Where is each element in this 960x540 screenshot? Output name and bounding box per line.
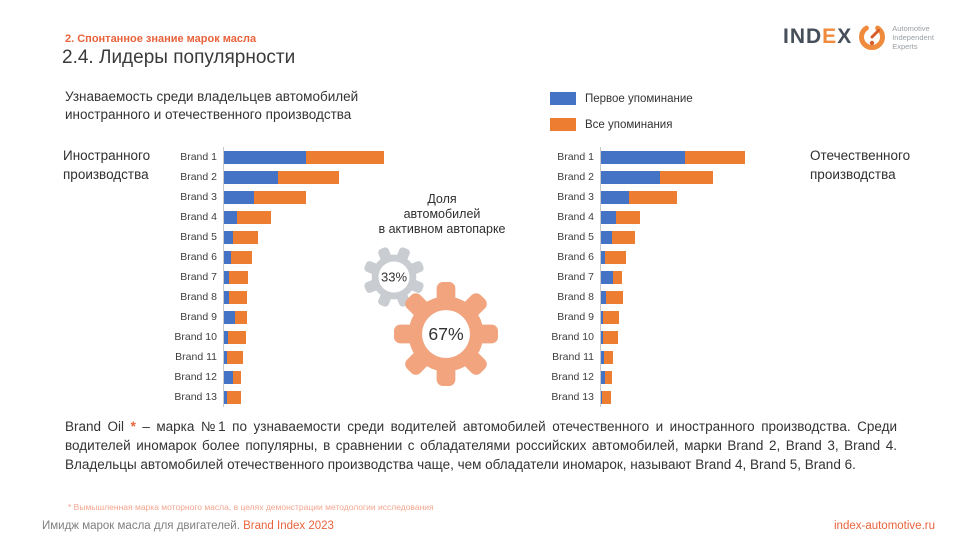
brand-label: Brand 7	[557, 271, 594, 283]
chart-row	[165, 267, 384, 287]
bar-all-mentions	[228, 331, 246, 344]
bar-track	[223, 267, 248, 287]
bar-first-mention	[601, 211, 616, 224]
bar-all-mentions	[233, 231, 258, 244]
chart-row	[542, 267, 745, 287]
bar-all-mentions	[660, 171, 713, 184]
brand-label: Brand 13	[174, 391, 217, 403]
bar-track	[223, 287, 247, 307]
bar-all-mentions	[278, 171, 339, 184]
bar-track	[223, 167, 339, 187]
bar-track	[600, 387, 611, 407]
brand-label: Brand 3	[180, 191, 217, 203]
bar-all-mentions	[233, 371, 241, 384]
domestic-cars-bar-chart	[542, 147, 745, 407]
bar-track	[600, 187, 677, 207]
brand-label: Brand 4	[180, 211, 217, 223]
bar-track	[223, 327, 246, 347]
bar-track	[600, 327, 618, 347]
brand-label: Brand 2	[180, 171, 217, 183]
footnote-asterisk: *	[130, 419, 136, 434]
chart-row	[542, 227, 745, 247]
bar-first-mention	[224, 231, 233, 244]
svg-text:67%: 67%	[428, 324, 464, 345]
chart-row	[542, 347, 745, 367]
legend-label: Все упоминания	[585, 118, 673, 131]
brand-label: Brand 1	[180, 151, 217, 163]
bar-track	[223, 367, 241, 387]
page-title: 2.4. Лидеры популярности	[62, 47, 296, 68]
brand-label: Brand 12	[551, 371, 594, 383]
bar-first-mention	[224, 171, 278, 184]
section-eyebrow: 2. Спонтанное знание марок масла	[65, 33, 257, 45]
footer-website-link[interactable]: index-automotive.ru	[834, 520, 935, 532]
brand-label: Brand 11	[175, 351, 217, 363]
bar-track	[600, 207, 640, 227]
footer-brand-index: Brand Index 2023	[243, 520, 334, 532]
bar-first-mention	[601, 151, 685, 164]
bar-all-mentions	[616, 211, 640, 224]
bar-all-mentions	[603, 331, 618, 344]
legend-swatch-orange	[550, 118, 576, 131]
bar-track	[600, 227, 635, 247]
chart-row	[165, 187, 384, 207]
bar-all-mentions	[306, 151, 384, 164]
chart-row	[165, 347, 384, 367]
chart-row	[165, 367, 384, 387]
bar-track	[223, 207, 271, 227]
footnote: * Вымышленная марка моторного масла, в целях демонстрации методологии исследования	[68, 502, 434, 512]
chart-row	[165, 227, 384, 247]
chart-row	[542, 187, 745, 207]
company-logo	[783, 22, 934, 52]
bar-track	[223, 307, 247, 327]
bar-all-mentions	[604, 351, 613, 364]
legend-swatch-blue	[550, 92, 576, 105]
bar-track	[600, 347, 613, 367]
chart-row	[542, 247, 745, 267]
bar-all-mentions	[629, 191, 677, 204]
bar-track	[223, 247, 252, 267]
brand-label: Brand 10	[551, 331, 594, 343]
chart-row	[542, 207, 745, 227]
legend-label: Первое упоминание	[585, 92, 693, 105]
bar-all-mentions	[237, 211, 271, 224]
brand-label: Brand 5	[557, 231, 594, 243]
chart-row	[165, 147, 384, 167]
brand-label: Brand 3	[557, 191, 594, 203]
brand-label: Brand 4	[557, 211, 594, 223]
chart-row	[542, 167, 745, 187]
bar-first-mention	[224, 311, 235, 324]
gear-chart-title: Доля автомобилей в активном автопарке	[378, 192, 506, 236]
bar-track	[600, 307, 619, 327]
chart-row	[165, 327, 384, 347]
bar-all-mentions	[254, 191, 306, 204]
brand-label: Brand 9	[180, 311, 217, 323]
chart-row	[542, 327, 745, 347]
bar-track	[600, 247, 626, 267]
brand-label: Brand 1	[557, 151, 594, 163]
chart-row	[165, 247, 384, 267]
bar-first-mention	[601, 231, 612, 244]
brand-label: Brand 8	[557, 291, 594, 303]
bar-track	[600, 167, 713, 187]
logo-wordmark: INDEX	[783, 25, 853, 48]
chart-row	[542, 147, 745, 167]
bar-first-mention	[601, 171, 660, 184]
legend-item-all-mentions	[550, 118, 693, 131]
brand-label: Brand 11	[552, 351, 594, 363]
bar-all-mentions	[235, 311, 247, 324]
brand-label: Brand 6	[557, 251, 594, 263]
brand-label: Brand 6	[180, 251, 217, 263]
bar-track	[223, 147, 384, 167]
gauge-icon	[857, 22, 887, 52]
foreign-cars-bar-chart	[165, 147, 384, 407]
brand-label: Brand 8	[180, 291, 217, 303]
brand-label: Brand 7	[180, 271, 217, 283]
bar-all-mentions	[605, 371, 612, 384]
bar-first-mention	[601, 271, 613, 284]
chart-row	[165, 307, 384, 327]
bar-track	[223, 347, 243, 367]
right-chart-title: Отечественного производства	[810, 148, 911, 182]
bar-all-mentions	[605, 251, 626, 264]
bar-track	[223, 187, 306, 207]
bar-all-mentions	[606, 291, 623, 304]
bar-all-mentions	[612, 231, 635, 244]
bar-all-mentions	[602, 391, 611, 404]
footer-report-title: Имидж марок масла для двигателей. Brand Index 2023	[42, 520, 334, 532]
chart-row	[542, 307, 745, 327]
summary-paragraph: Brand Oil * – марка №1 по узнаваемости среди водителей автомобилей отечественного и иностранного производства. Среди водителей иномарок более популярны, в сравнении с обладателями российских автомобилей, марки Brand 2, Brand 3, Brand 4. Владельцы автомобилей отечественного производства чаще, чем обладатели иномарок, называют Brand 4, Brand 5, Brand 6.	[65, 419, 897, 472]
left-chart-title: Иностранного производства	[63, 148, 151, 182]
slide-subtitle: Узнаваемость среди владельцев автомобилей иностранного и отечественного производства	[65, 89, 359, 122]
brand-label: Brand 12	[174, 371, 217, 383]
chart-row	[165, 387, 384, 407]
legend-item-first-mention	[550, 92, 693, 105]
bar-first-mention	[224, 151, 306, 164]
bar-all-mentions	[227, 351, 243, 364]
bar-first-mention	[224, 371, 233, 384]
chart-row	[542, 287, 745, 307]
brand-label: Brand 13	[551, 391, 594, 403]
bar-all-mentions	[227, 391, 241, 404]
bar-first-mention	[224, 251, 231, 264]
bar-first-mention	[601, 191, 629, 204]
chart-row	[542, 367, 745, 387]
brand-label: Brand 5	[180, 231, 217, 243]
bar-track	[600, 147, 745, 167]
chart-legend	[550, 92, 693, 144]
logo-tagline: Automotive Independent Experts	[892, 23, 934, 51]
bar-all-mentions	[229, 291, 247, 304]
brand-label: Brand 2	[557, 171, 594, 183]
bar-all-mentions	[231, 251, 252, 264]
chart-row	[165, 287, 384, 307]
brand-label: Brand 9	[557, 311, 594, 323]
bar-all-mentions	[613, 271, 622, 284]
chart-row	[165, 207, 384, 227]
brand-label: Brand 10	[174, 331, 217, 343]
bar-all-mentions	[685, 151, 745, 164]
svg-text:33%: 33%	[380, 269, 408, 285]
bar-all-mentions	[229, 271, 248, 284]
gear-large-67	[394, 282, 498, 386]
bar-first-mention	[224, 191, 254, 204]
bar-track	[223, 387, 241, 407]
bar-track	[600, 287, 623, 307]
bar-track	[600, 267, 622, 287]
bar-first-mention	[224, 211, 237, 224]
bar-track	[223, 227, 258, 247]
chart-row	[542, 387, 745, 407]
chart-row	[165, 167, 384, 187]
bar-track	[600, 367, 612, 387]
bar-all-mentions	[603, 311, 619, 324]
